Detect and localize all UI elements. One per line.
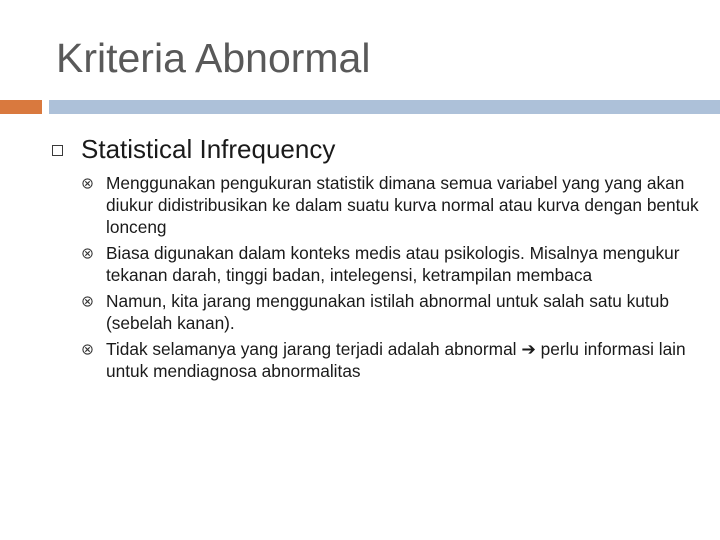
list-item: [82, 172, 702, 238]
bullet-text: Menggunakan pengukuran statistik dimana semua variabel yang yang akan diukur didistribusikan ke dalam suatu kurva normal atau kurva dengan bentuk lonceng: [106, 173, 699, 237]
level1-heading: Statistical Infrequency: [81, 134, 336, 164]
list-item: [82, 338, 702, 382]
bullet-text: Biasa digunakan dalam konteks medis atau psikologis. Misalnya mengukur tekanan darah, tinggi badan, intelegensi, ketrampilan membaca: [106, 243, 680, 285]
level1-bullet-item: [52, 133, 335, 165]
accent-bar-blue: [49, 100, 720, 114]
bullet-text: Tidak selamanya yang jarang terjadi adalah abnormal ➔ perlu informasi lain untuk mendiagnosa abnormalitas: [106, 339, 686, 381]
bullet-text: Namun, kita jarang menggunakan istilah abnormal untuk salah satu kutub (sebelah kanan).: [106, 291, 669, 333]
bullet-list: [82, 172, 702, 386]
circled-x-icon: [82, 172, 106, 194]
circled-x-icon: [82, 290, 106, 312]
list-item: [82, 242, 702, 286]
hollow-square-icon: [52, 145, 63, 156]
accent-bar-orange: [0, 100, 42, 114]
slide-title: Kriteria Abnormal: [56, 35, 371, 81]
circled-x-icon: [82, 242, 106, 264]
circled-x-icon: [82, 338, 106, 360]
list-item: [82, 290, 702, 334]
